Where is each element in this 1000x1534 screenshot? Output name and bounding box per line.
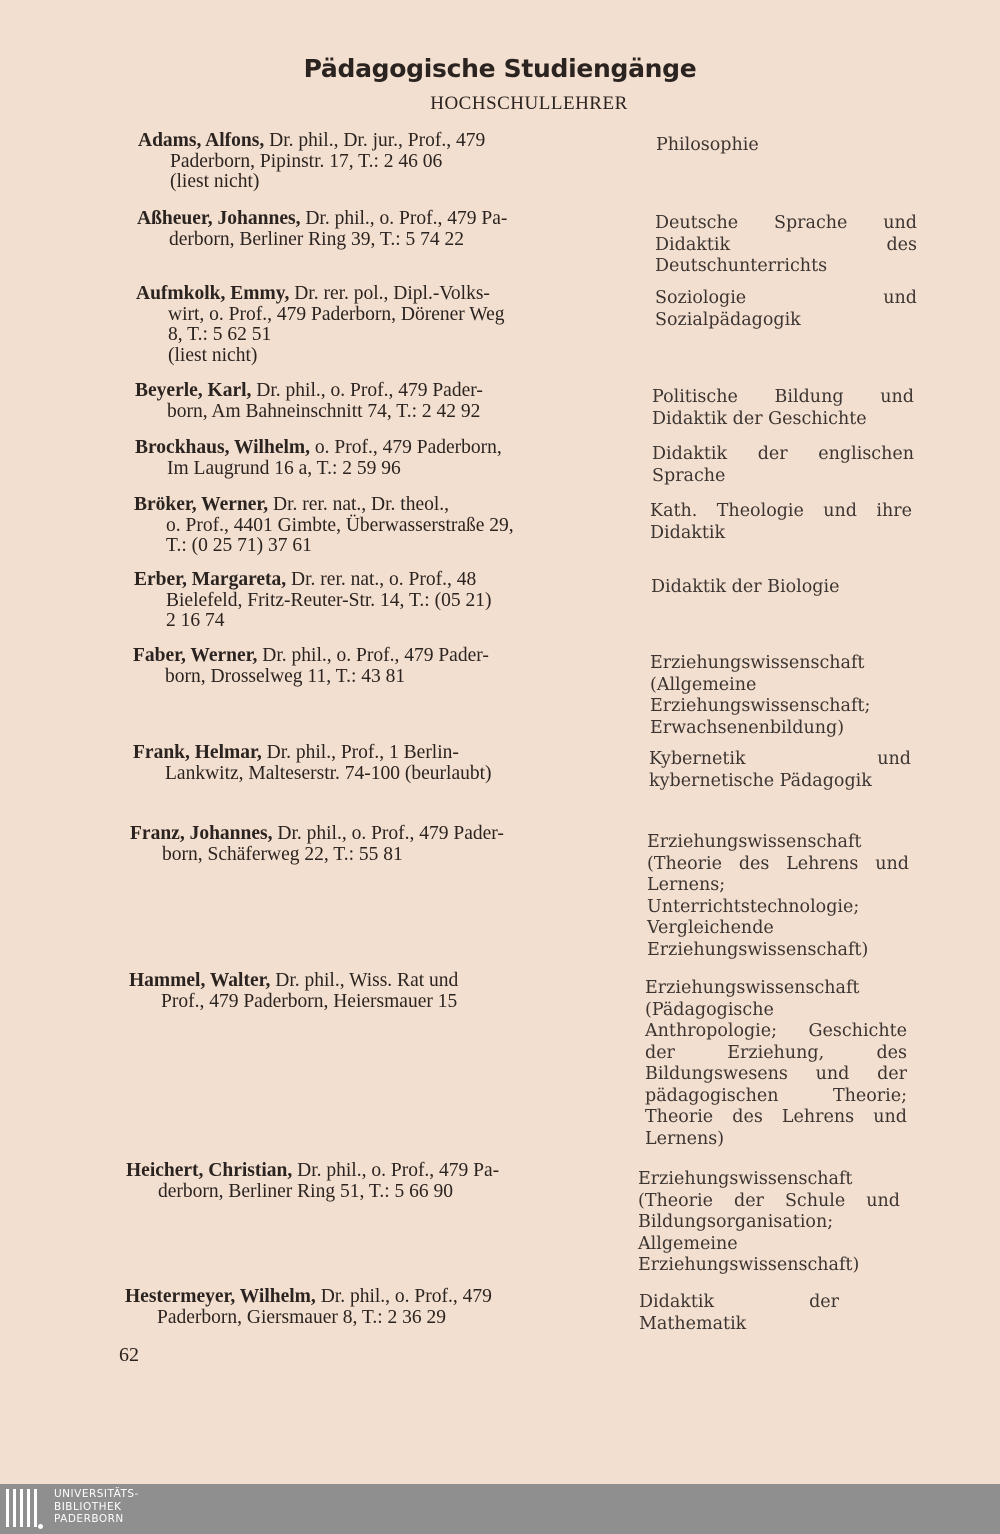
entry-continuation: wirt, o. Prof., 479 Paderborn, Dörener Weg bbox=[168, 303, 505, 325]
entry-subject: Didaktik der Mathematik bbox=[639, 1292, 839, 1334]
entry-continuation: (liest nicht) bbox=[168, 344, 258, 366]
entry-subject: Erziehungswissenschaft (Allgemeine Erziehungswissenschaft; Erwachsenenbildung) bbox=[650, 653, 871, 738]
entry-first-line: Dr. phil., o. Prof., 479 Pader- bbox=[256, 380, 483, 401]
entry-name: Brockhaus, Wilhelm, bbox=[135, 437, 311, 458]
logo-line: UNIVERSITÄTS- bbox=[54, 1488, 139, 1500]
entry-first-line: o. Prof., 479 Paderborn, bbox=[314, 437, 502, 458]
section-subtitle: HOCHSCHULLEHRER bbox=[430, 93, 628, 114]
entry-details bbox=[135, 438, 621, 479]
entry-continuation: Paderborn, Pipinstr. 17, T.: 2 46 06 bbox=[170, 150, 443, 172]
entry-subject: Erziehungswissenschaft (Pädagogische Anthropologie; Geschichte der Erziehung, des Bildungswesens und der pädagogischen Theorie; Theorie des Lehrens und Lernens) bbox=[645, 978, 907, 1149]
entry-continuation: derborn, Berliner Ring 39, T.: 5 74 22 bbox=[169, 228, 464, 250]
logo-dot bbox=[38, 1524, 43, 1529]
entry-details bbox=[125, 1287, 611, 1328]
entry-details bbox=[135, 381, 621, 422]
entry-first-line: Dr. phil., Dr. jur., Prof., 479 bbox=[269, 130, 486, 151]
entry-details bbox=[137, 209, 623, 250]
entry-name: Frank, Helmar, bbox=[133, 742, 262, 763]
entry-subject: Didaktik der englischen Sprache bbox=[652, 444, 914, 486]
entry-continuation: Im Laugrund 16 a, T.: 2 59 96 bbox=[167, 457, 401, 479]
entry-continuation: 8, T.: 5 62 51 bbox=[168, 324, 272, 345]
entry-first-line: Dr. phil., o. Prof., 479 Pader- bbox=[277, 823, 504, 844]
entry-first-line: Dr. phil., o. Prof., 479 Pa- bbox=[305, 208, 508, 229]
entry-details bbox=[129, 971, 615, 1012]
entry-name: Heichert, Christian, bbox=[126, 1160, 293, 1181]
entry-details bbox=[138, 131, 624, 193]
entry-first-line: Dr. phil., o. Prof., 479 Pa- bbox=[297, 1160, 500, 1181]
entry-name: Beyerle, Karl, bbox=[135, 380, 252, 401]
entry-subject: Didaktik der Biologie bbox=[651, 577, 840, 597]
entry-name: Aufmkolk, Emmy, bbox=[136, 283, 290, 304]
entry-name: Franz, Johannes, bbox=[130, 823, 273, 844]
entry-continuation: born, Schäferweg 22, T.: 55 81 bbox=[162, 843, 403, 865]
entry-continuation: Lankwitz, Malteserstr. 74-100 (beurlaubt) bbox=[165, 762, 492, 784]
logo-line: PADERBORN bbox=[54, 1513, 124, 1525]
entry-subject: Kath. Theologie und ihre Didaktik bbox=[650, 501, 912, 543]
library-footer-bar bbox=[0, 1484, 1000, 1534]
entry-name: Hestermeyer, Wilhelm, bbox=[125, 1286, 316, 1307]
entry-details bbox=[136, 284, 622, 366]
entry-continuation: born, Am Bahneinschnitt 74, T.: 2 42 92 bbox=[167, 400, 481, 422]
entry-subject: Kybernetik und kybernetische Pädagogik bbox=[649, 749, 911, 791]
entry-continuation: 2 16 74 bbox=[166, 610, 225, 631]
entry-name: Bröker, Werner, bbox=[134, 494, 269, 515]
entry-details bbox=[126, 1161, 612, 1202]
entry-subject: Philosophie bbox=[656, 135, 759, 155]
library-logo-icon bbox=[6, 1489, 37, 1527]
entry-continuation: born, Drosselweg 11, T.: 43 81 bbox=[165, 665, 406, 687]
entry-name: Adams, Alfons, bbox=[138, 130, 265, 151]
entry-first-line: Dr. phil., Prof., 1 Berlin- bbox=[266, 742, 459, 763]
entry-name: Aßheuer, Johannes, bbox=[137, 208, 301, 229]
page-title: Pädagogische Studiengänge bbox=[303, 54, 697, 83]
entry-continuation: derborn, Berliner Ring 51, T.: 5 66 90 bbox=[158, 1180, 453, 1202]
entry-continuation: Prof., 479 Paderborn, Heiersmauer 15 bbox=[161, 990, 458, 1012]
entry-continuation: (liest nicht) bbox=[170, 171, 260, 192]
entry-continuation: Bielefeld, Fritz-Reuter-Str. 14, T.: (05 21) bbox=[166, 589, 492, 611]
entry-first-line: Dr. rer. nat., o. Prof., 48 bbox=[291, 569, 477, 590]
entry-first-line: Dr. phil., o. Prof., 479 bbox=[320, 1286, 492, 1307]
library-logo-text bbox=[54, 1488, 139, 1526]
entry-details bbox=[134, 570, 620, 632]
entry-subject: Erziehungswissenschaft (Theorie der Schule und Bildungsorganisation; Allgemeine Erziehungswissenschaft) bbox=[638, 1169, 900, 1275]
entry-name: Faber, Werner, bbox=[133, 645, 258, 666]
logo-line: BIBLIOTHEK bbox=[54, 1500, 122, 1513]
entry-subject: Erziehungswissenschaft (Theorie des Lehrens und Lernens; Unterrichtstechnologie; Vergleichende Erziehungswissenschaft) bbox=[647, 832, 909, 960]
entry-details bbox=[133, 646, 619, 687]
entry-first-line: Dr. phil., Wiss. Rat und bbox=[275, 970, 459, 991]
entry-first-line: Dr. rer. nat., Dr. theol., bbox=[273, 494, 450, 515]
entry-name: Hammel, Walter, bbox=[129, 970, 271, 991]
entry-details bbox=[130, 824, 616, 865]
entry-name: Erber, Margareta, bbox=[134, 569, 287, 590]
entry-continuation: T.: (0 25 71) 37 61 bbox=[166, 535, 312, 556]
entry-continuation: o. Prof., 4401 Gimbte, Überwasserstraße 29, bbox=[166, 514, 514, 536]
entry-continuation: Paderborn, Giersmauer 8, T.: 2 36 29 bbox=[157, 1306, 447, 1328]
entry-subject: Deutsche Sprache und Didaktik des Deutschunterrichts bbox=[655, 213, 917, 276]
entry-first-line: Dr. rer. pol., Dipl.-Volks- bbox=[294, 283, 490, 304]
entry-first-line: Dr. phil., o. Prof., 479 Pader- bbox=[262, 645, 489, 666]
page-number: 62 bbox=[119, 1344, 139, 1366]
entry-subject: Politische Bildung und Didaktik der Geschichte bbox=[652, 387, 914, 429]
entry-details bbox=[134, 495, 620, 557]
entry-details bbox=[133, 743, 619, 784]
entry-subject: Soziologie und Sozialpädagogik bbox=[655, 288, 917, 330]
